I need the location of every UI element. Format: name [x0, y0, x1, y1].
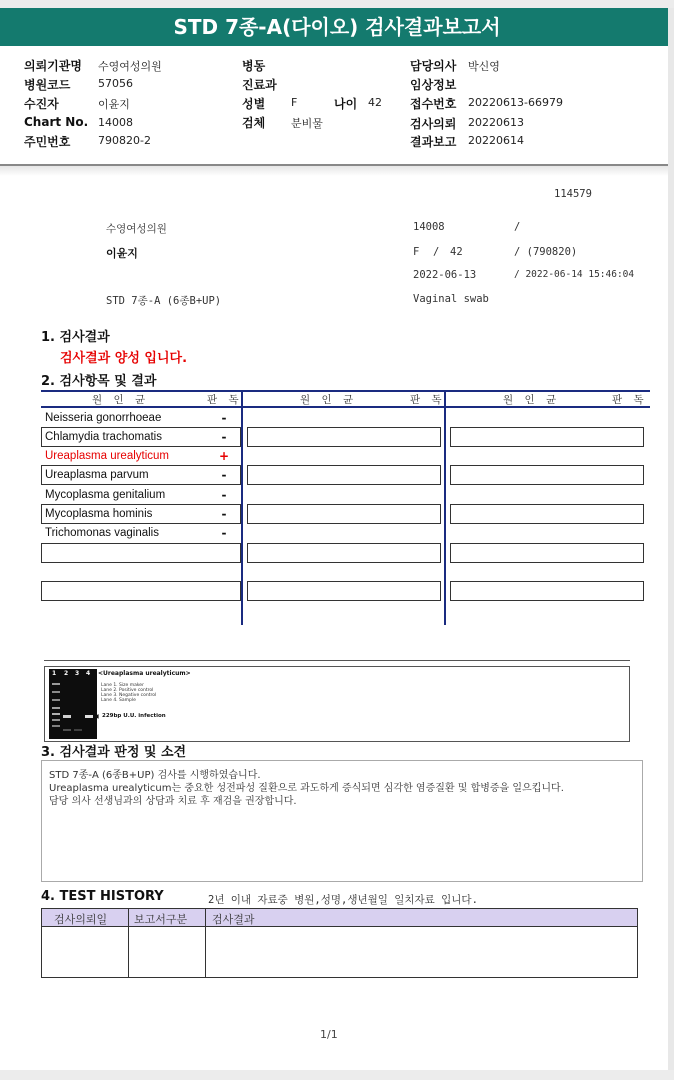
request-date-label: 검사의뢰 — [410, 117, 457, 131]
empty-row-box — [450, 427, 644, 447]
report-date-label: 결과보고 — [410, 135, 457, 149]
info-sex-separator: / — [433, 246, 440, 258]
gel-legend-line: Lane 1. Size maker — [101, 683, 144, 688]
dept-label: 진료과 — [242, 78, 277, 92]
hospital-name-label: 의뢰기관명 — [24, 59, 82, 73]
doctor-label: 담당의사 — [410, 59, 457, 73]
gel-arrow-icon: ◀ — [94, 713, 99, 720]
hospital-code-value: 57056 — [98, 77, 133, 90]
hospital-name-value: 수영여성의원 — [98, 60, 162, 73]
scrollbar-track[interactable] — [668, 8, 674, 1080]
chart-no-value: 14008 — [98, 116, 133, 129]
gel-legend-line: Lane 2. Positive control — [101, 688, 154, 693]
empty-row-box — [41, 543, 241, 563]
history-note: 2년 이내 자료중 병원,성명,생년월일 일치자료 입니다. — [208, 894, 478, 906]
empty-row-box — [41, 581, 241, 601]
col-judge-header-3: 판 독 — [612, 394, 648, 406]
resident-no-label: 주민번호 — [24, 135, 71, 149]
col-pathogen-header-1: 원 인 균 — [92, 394, 150, 406]
empty-row-box — [247, 581, 441, 601]
gel-legend-line: Lane 4. Sample — [101, 698, 136, 703]
empty-row-box — [450, 581, 644, 601]
receipt-no-label: 접수번호 — [410, 97, 457, 111]
opinion-line: Ureaplasma urealyticum는 중요한 성전파성 질환으로 과도하게 증식되면 심각한 염증질환 및 합병증을 일으킵니다. — [49, 783, 564, 794]
gel-electrophoresis-image — [49, 669, 97, 739]
sex-label: 성별 — [242, 97, 266, 111]
gel-bands-graphic — [49, 669, 97, 739]
sex-value: F — [291, 96, 298, 109]
chart-no-label: Chart No. — [24, 115, 89, 129]
empty-row-box — [450, 465, 644, 485]
history-col-report-type: 보고서구분 — [134, 913, 188, 926]
hospital-code-label: 병원코드 — [24, 78, 71, 92]
pathogen-result: - — [221, 526, 227, 540]
pathogen-name: Mycoplasma hominis — [45, 508, 153, 520]
section-4-heading: 4. TEST HISTORY — [41, 889, 164, 904]
gel-lane-number: 3 — [75, 670, 80, 677]
history-col-request-date: 검사의뢰일 — [54, 913, 108, 926]
pathogen-result: - — [221, 488, 227, 502]
gel-lane-number: 2 — [64, 670, 69, 677]
empty-row-box — [247, 465, 441, 485]
pathogen-result-positive: + — [218, 449, 230, 463]
info-request-date: 2022-06-13 — [413, 269, 477, 281]
results-table-divider-2 — [444, 390, 446, 625]
pathogen-result: - — [221, 411, 227, 425]
opinion-line: STD 7종-A (6종B+UP) 검사를 시행하였습니다. — [49, 770, 261, 781]
info-birth: / (790820) — [514, 246, 578, 258]
request-date-value: 20220613 — [468, 116, 524, 129]
gel-lane-number: 4 — [86, 670, 91, 677]
info-age: 42 — [450, 246, 463, 258]
pathogen-name: Trichomonas vaginalis — [45, 527, 159, 539]
col-judge-header-1: 판 독 — [207, 394, 243, 406]
col-pathogen-header-3: 원 인 균 — [503, 394, 561, 406]
gel-image-frame — [44, 666, 630, 742]
gel-title: <Ureaplasma urealyticum> — [98, 670, 191, 677]
info-chart: 14008 — [413, 221, 445, 233]
empty-row-box — [247, 504, 441, 524]
history-table-header — [42, 909, 637, 927]
col-pathogen-header-2: 원 인 균 — [300, 394, 358, 406]
gel-arrow-label: 229bp U.U. infection — [102, 713, 166, 719]
history-col-divider — [205, 909, 206, 977]
info-sex: F — [413, 246, 420, 258]
patient-label: 수진자 — [24, 97, 59, 111]
empty-row-box — [450, 543, 644, 563]
col-judge-header-2: 판 독 — [410, 394, 446, 406]
gel-legend-line: Lane 3. Negative control — [101, 693, 157, 698]
report-date-value: 20220614 — [468, 134, 524, 147]
pathogen-name-positive: Ureaplasma urealyticum — [45, 450, 169, 462]
report-title: STD 7종-A(다이오) 검사결과보고서 — [0, 8, 674, 46]
results-table-divider-1 — [241, 390, 243, 625]
age-label: 나이 — [334, 97, 358, 111]
page-number: 1/1 — [320, 1028, 338, 1041]
pathogen-name: Mycoplasma genitalium — [45, 489, 166, 501]
bottom-strip — [0, 1070, 674, 1080]
info-report-datetime: / 2022-06-14 15:46:04 — [514, 269, 635, 280]
report-number: 114579 — [554, 188, 592, 200]
receipt-no-value: 20220613-66979 — [468, 96, 563, 109]
age-value: 42 — [368, 96, 382, 109]
section-3-heading: 3. 검사결과 판정 및 소견 — [41, 745, 187, 760]
specimen-value: 분비물 — [291, 117, 323, 130]
pathogen-result: - — [221, 430, 227, 444]
resident-no-value: 790820-2 — [98, 134, 151, 147]
header-shadow — [0, 166, 668, 176]
pathogen-name: Ureaplasma parvum — [45, 469, 149, 481]
info-specimen: Vaginal swab — [413, 293, 489, 305]
clinical-info-label: 임상정보 — [410, 78, 457, 92]
gel-top-rule — [44, 660, 630, 661]
info-test-name: STD 7종-A (6종B+UP) — [106, 295, 222, 307]
pathogen-name: Chlamydia trachomatis — [45, 431, 162, 443]
ward-label: 병동 — [242, 59, 266, 73]
info-hospital: 수영여성의원 — [106, 223, 167, 235]
patient-value: 이윤지 — [98, 98, 130, 111]
info-patient: 이윤지 — [106, 247, 138, 260]
gel-lane-number: 1 — [52, 670, 57, 677]
empty-row-box — [450, 504, 644, 524]
empty-row-box — [247, 543, 441, 563]
section-1-heading: 1. 검사결과 — [41, 330, 110, 345]
empty-row-box — [247, 427, 441, 447]
doctor-value: 박신영 — [468, 60, 500, 73]
history-col-divider — [128, 909, 129, 977]
specimen-label: 검체 — [242, 116, 266, 130]
section-2-heading: 2. 검사항목 및 결과 — [41, 374, 157, 389]
top-strip — [0, 0, 674, 8]
opinion-line: 담당 의사 선생님과의 상담과 치료 후 재검을 권장합니다. — [49, 796, 297, 807]
result-positive-text: 검사결과 양성 입니다. — [60, 351, 188, 366]
pathogen-result: - — [221, 468, 227, 482]
pathogen-result: - — [221, 507, 227, 521]
info-chart-separator: / — [514, 221, 521, 233]
pathogen-name: Neisseria gonorrhoeae — [45, 412, 162, 424]
history-col-result: 검사결과 — [212, 913, 255, 926]
